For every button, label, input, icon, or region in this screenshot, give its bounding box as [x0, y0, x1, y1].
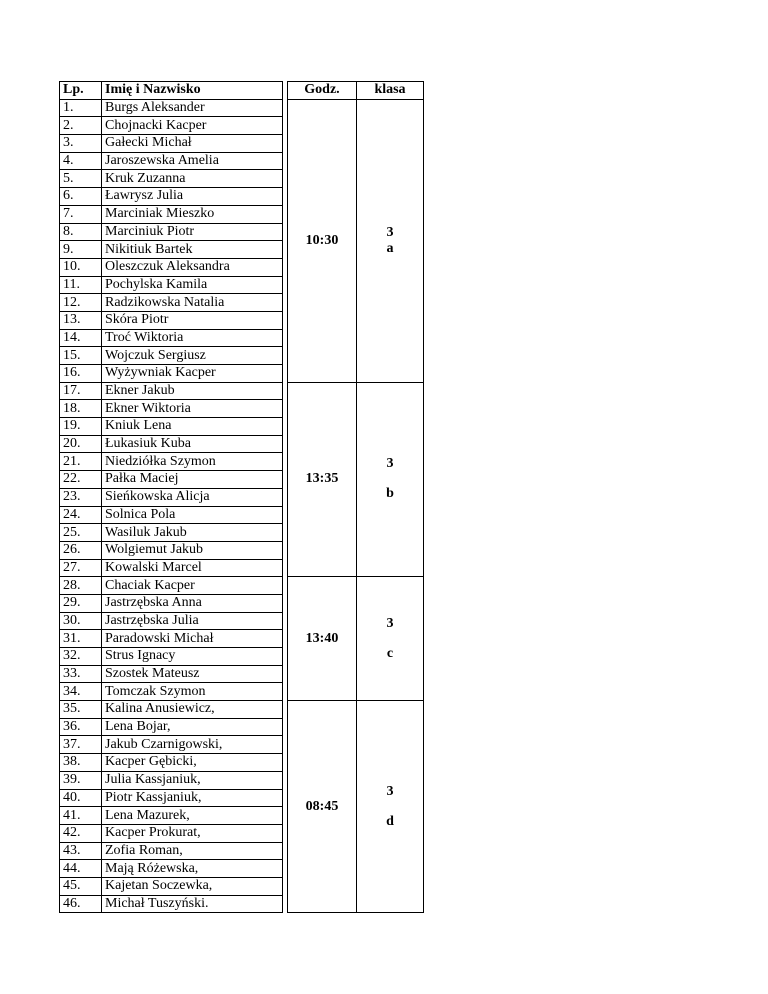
student-name: Lena Mazurek,	[102, 807, 283, 825]
row-number: 5.	[60, 170, 102, 188]
class-spacer	[360, 632, 420, 646]
row-number: 1.	[60, 99, 102, 117]
group-class	[357, 577, 424, 701]
student-name: Kniuk Lena	[102, 418, 283, 436]
student-name: Kacper Gębicki,	[102, 754, 283, 772]
row-number: 31.	[60, 630, 102, 648]
class-spacer	[360, 800, 420, 814]
row-number: 30.	[60, 612, 102, 630]
group-time: 08:45	[288, 701, 357, 913]
row-number: 23.	[60, 488, 102, 506]
student-name: Radzikowska Natalia	[102, 294, 283, 312]
student-name: Zofia Roman,	[102, 842, 283, 860]
student-name: Pałka Maciej	[102, 471, 283, 489]
student-name: Wyżywniak Kacper	[102, 365, 283, 383]
row-number: 39.	[60, 771, 102, 789]
student-name: Kalina Anusiewicz,	[102, 701, 283, 719]
student-name: Paradowski Michał	[102, 630, 283, 648]
row-number: 13.	[60, 311, 102, 329]
group-time: 13:40	[288, 577, 357, 701]
group-class	[357, 99, 424, 382]
group-time: 13:35	[288, 382, 357, 577]
student-name: Pochylska Kamila	[102, 276, 283, 294]
row-number: 25.	[60, 524, 102, 542]
group-time: 10:30	[288, 99, 357, 382]
row-number: 12.	[60, 294, 102, 312]
student-name: Burgs Aleksander	[102, 99, 283, 117]
student-name: Sieńkowska Alicja	[102, 488, 283, 506]
student-name: Strus Ignacy	[102, 648, 283, 666]
header-row	[60, 82, 424, 100]
row-number: 46.	[60, 895, 102, 913]
row-number: 11.	[60, 276, 102, 294]
class-letter: d	[386, 813, 394, 829]
class-number: 3	[386, 783, 394, 799]
student-name: Łukasiuk Kuba	[102, 435, 283, 453]
student-name: Solnica Pola	[102, 506, 283, 524]
row-number: 34.	[60, 683, 102, 701]
student-name: Jastrzębska Anna	[102, 594, 283, 612]
row-number: 8.	[60, 223, 102, 241]
header-klasa: klasa	[357, 82, 424, 100]
class-letter: b	[386, 486, 394, 502]
student-name: Kruk Zuzanna	[102, 170, 283, 188]
row-number: 18.	[60, 400, 102, 418]
student-name: Marciniuk Piotr	[102, 223, 283, 241]
row-number: 21.	[60, 453, 102, 471]
class-spacer	[360, 472, 420, 486]
row-number: 9.	[60, 241, 102, 259]
row-number: 38.	[60, 754, 102, 772]
row-number: 33.	[60, 665, 102, 683]
student-name: Tomczak Szymon	[102, 683, 283, 701]
student-name: Kajetan Soczewka,	[102, 877, 283, 895]
student-name: Michał Tuszyński.	[102, 895, 283, 913]
student-name: Ławrysz Julia	[102, 188, 283, 206]
student-name: Niedziółka Szymon	[102, 453, 283, 471]
header-name: Imię i Nazwisko	[102, 82, 283, 100]
student-name: Wojczuk Sergiusz	[102, 347, 283, 365]
student-name: Jastrzębska Julia	[102, 612, 283, 630]
row-number: 41.	[60, 807, 102, 825]
group-class	[357, 382, 424, 577]
student-name: Nikitiuk Bartek	[102, 241, 283, 259]
row-number: 20.	[60, 435, 102, 453]
row-number: 44.	[60, 860, 102, 878]
row-number: 3.	[60, 135, 102, 153]
class-number: 3	[386, 456, 394, 472]
student-name: Mają Różewska,	[102, 860, 283, 878]
row-number: 17.	[60, 382, 102, 400]
row-number: 37.	[60, 736, 102, 754]
row-number: 6.	[60, 188, 102, 206]
row-number: 32.	[60, 648, 102, 666]
class-number: 3	[386, 224, 394, 240]
student-name: Ekner Wiktoria	[102, 400, 283, 418]
student-name: Kacper Prokurat,	[102, 824, 283, 842]
student-name: Marciniak Mieszko	[102, 205, 283, 223]
student-name: Gałecki Michał	[102, 135, 283, 153]
header-lp: Lp.	[60, 82, 102, 100]
row-number: 26.	[60, 541, 102, 559]
row-number: 14.	[60, 329, 102, 347]
table-row	[60, 382, 424, 400]
row-number: 29.	[60, 594, 102, 612]
class-letter: a	[386, 240, 394, 256]
schedule-body	[60, 99, 424, 913]
row-number: 4.	[60, 152, 102, 170]
row-number: 35.	[60, 701, 102, 719]
student-name: Chojnacki Kacper	[102, 117, 283, 135]
student-name: Skóra Piotr	[102, 311, 283, 329]
student-name: Wasiluk Jakub	[102, 524, 283, 542]
class-letter: c	[386, 645, 394, 661]
schedule-table	[59, 81, 424, 913]
row-number: 19.	[60, 418, 102, 436]
group-class	[357, 701, 424, 913]
student-name: Wolgiemut Jakub	[102, 541, 283, 559]
student-name: Julia Kassjaniuk,	[102, 771, 283, 789]
student-name: Szostek Mateusz	[102, 665, 283, 683]
student-name: Ekner Jakub	[102, 382, 283, 400]
header-godz: Godz.	[288, 82, 357, 100]
row-number: 40.	[60, 789, 102, 807]
table-row	[60, 701, 424, 719]
student-name: Chaciak Kacper	[102, 577, 283, 595]
row-number: 2.	[60, 117, 102, 135]
row-number: 10.	[60, 258, 102, 276]
row-number: 22.	[60, 471, 102, 489]
row-number: 16.	[60, 365, 102, 383]
row-number: 24.	[60, 506, 102, 524]
table-row	[60, 99, 424, 117]
row-number: 45.	[60, 877, 102, 895]
student-name: Jaroszewska Amelia	[102, 152, 283, 170]
row-number: 27.	[60, 559, 102, 577]
table-row	[60, 577, 424, 595]
student-name: Piotr Kassjaniuk,	[102, 789, 283, 807]
student-name: Kowalski Marcel	[102, 559, 283, 577]
row-number: 43.	[60, 842, 102, 860]
student-name: Jakub Czarnigowski,	[102, 736, 283, 754]
student-name: Troć Wiktoria	[102, 329, 283, 347]
student-name: Lena Bojar,	[102, 718, 283, 736]
row-number: 15.	[60, 347, 102, 365]
row-number: 42.	[60, 824, 102, 842]
row-number: 7.	[60, 205, 102, 223]
row-number: 36.	[60, 718, 102, 736]
class-number: 3	[386, 615, 394, 631]
student-name: Oleszczuk Aleksandra	[102, 258, 283, 276]
row-number: 28.	[60, 577, 102, 595]
